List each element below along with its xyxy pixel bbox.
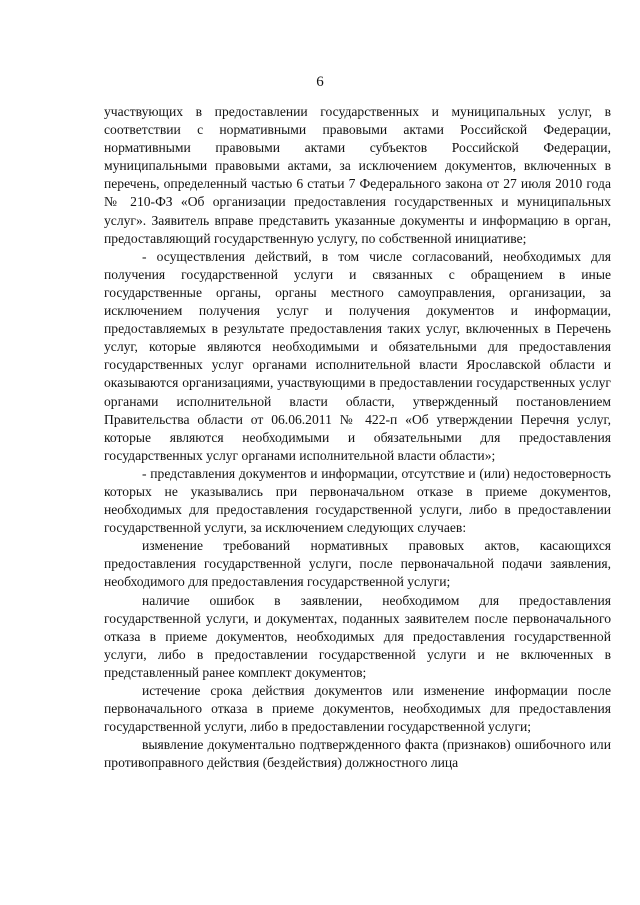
page-number: 6 [316,74,324,90]
paragraph-documents-by-initiative: участвующих в предоставлении государственных и муниципальных услуг, в соответствии с нормативными правовыми актами Российской Федерации, нормативными правовыми актами субъектов Российской Федерации, муниципальными правовыми актами, за исключением документов, включенных в перечень, определенный частью 6 статьи 7 Федерального закона от 27 июля 2010 года № 210-ФЗ «Об организации предоставления государственных и муниципальных услуг». Заявитель вправе представить указанные документы и информацию в орган, предоставляющий государственную услугу, по собственной инициативе; [104,104,611,246]
paragraph-case-expiration: истечение срока действия документов или изменение информации после первоначального отказа в приеме документов, необходимых для предоставления государственной услуги, либо в предоставлении государственной услуги; [104,683,611,735]
paragraph-case-errors-in-application: наличие ошибок в заявлении, необходимом для предоставления государственной услуги, и документах, поданных заявителем после первоначального отказа в приеме документов, необходимых для предоставления государственной услуги, либо в предоставлении государственной услуги и не включенных в представленный ранее комплект документов; [104,592,611,680]
document-body [104,103,611,772]
paragraph-case-requirements-change: изменение требований нормативных правовых актов, касающихся предоставления государственной услуги, после первоначальной подачи заявления, необходимого для предоставления государственной услуги; [104,538,611,590]
paragraph-actions-approvals: - осуществления действий, в том числе согласований, необходимых для получения государственной услуги и связанных с обращением в иные государственные органы, органы местного самоуправления, организации, за исключением получения услуг и получения документов и информации, предоставляемых в результате предоставления таких услуг, включенных в Перечень услуг, которые являются необходимыми и обязательными для предоставления государственных услуг органами исполнительной власти Ярославской области и оказываются организациями, участвующими в предоставлении государственных услуг органами исполнительной власти области, утвержденный постановлением Правительства области от 06.06.2011 № 422-п «Об утверждении Перечня услуг, которые являются необходимыми и обязательными для предоставления государственных услуг органами исполнительной власти области»; [104,248,611,463]
paragraph-documents-not-indicated: - представления документов и информации, отсутствие и (или) недостоверность которых не указывались при первоначальном отказе в приеме документов, необходимых для предоставления государственной услуги, либо в предоставлении государственной услуги, за исключением следующих случаев: [104,465,611,536]
paragraph-case-erroneous-action: выявление документально подтвержденного факта (признаков) ошибочного или противоправного действия (бездействия) должностного лица [104,737,611,771]
